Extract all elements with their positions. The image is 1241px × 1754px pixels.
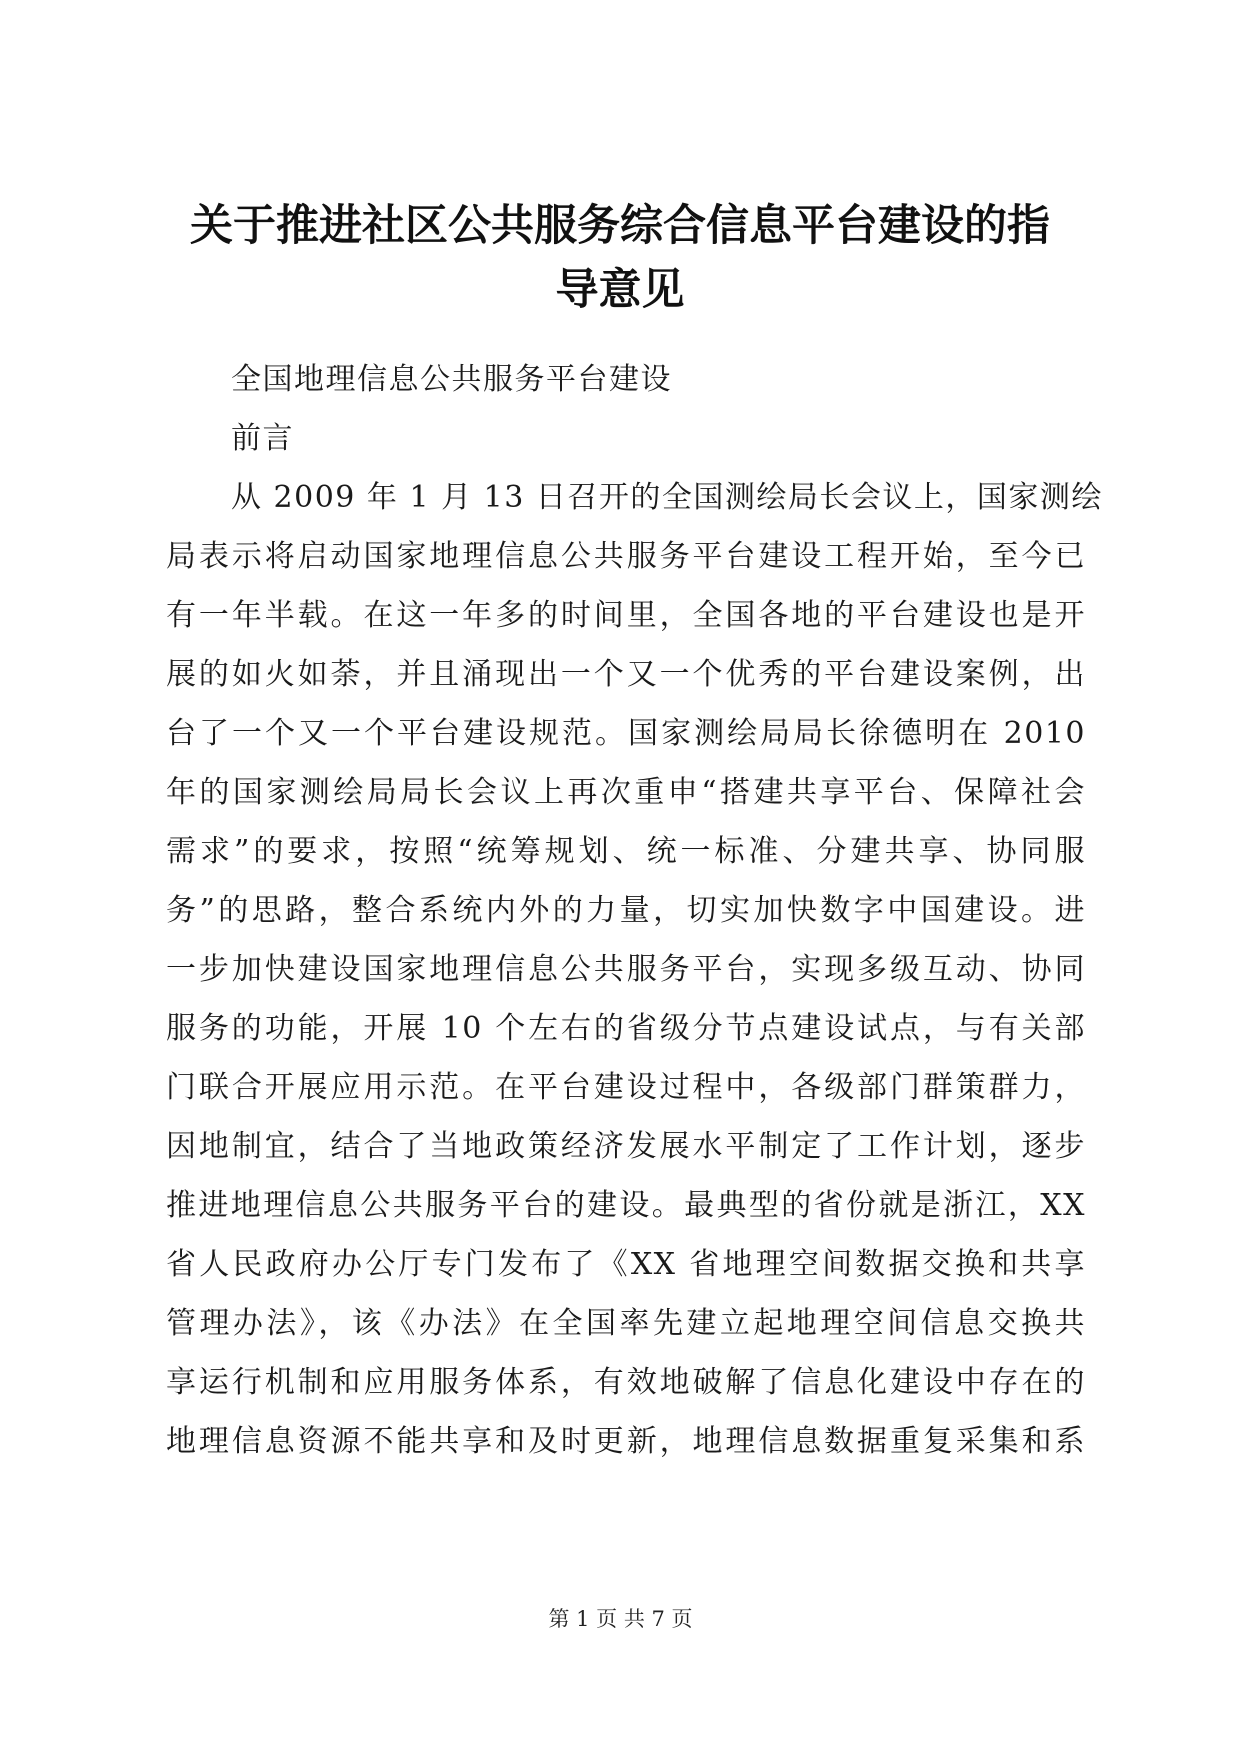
page-footer: 第 1 页 共 7 页 xyxy=(548,1607,693,1631)
paragraph-line: 省人民政府办公厅专门发布了《XX 省地理空间数据交换和共享 xyxy=(166,1247,1086,1282)
paragraph-line: 管理办法》，该《办法》在全国率先建立起地理空间信息交换共 xyxy=(166,1306,1086,1341)
document-title xyxy=(150,194,1090,322)
section-heading: 前言 xyxy=(231,421,294,456)
body-paragraph xyxy=(166,468,1103,1471)
paragraph-line: 因地制宜，结合了当地政策经济发展水平制定了工作计划，逐步 xyxy=(166,1129,1086,1164)
paragraph-line: 需求”的要求，按照“统筹规划、统一标准、分建共享、协同服 xyxy=(166,834,1086,869)
paragraph-line: 务”的思路，整合系统内外的力量，切实加快数字中国建设。进 xyxy=(166,893,1086,928)
paragraph-line: 有一年半载。在这一年多的时间里，全国各地的平台建设也是开 xyxy=(166,598,1086,633)
paragraph-line: 地理信息资源不能共享和及时更新，地理信息数据重复采集和系 xyxy=(166,1424,1086,1459)
title-line-1: 关于推进社区公共服务综合信息平台建设的指 xyxy=(190,201,1050,251)
paragraph-line: 服务的功能，开展 10 个左右的省级分节点建设试点，与有关部 xyxy=(166,1011,1086,1046)
paragraph-line: 享运行机制和应用服务体系，有效地破解了信息化建设中存在的 xyxy=(166,1365,1086,1400)
paragraph-line: 从 2009 年 1 月 13 日召开的全国测绘局长会议上，国家测绘 xyxy=(231,480,1103,515)
title-line-2: 导意见 xyxy=(555,265,685,315)
paragraph-line: 局表示将启动国家地理信息公共服务平台建设工程开始，至今已 xyxy=(166,539,1086,574)
paragraph-line: 展的如火如荼，并且涌现出一个又一个优秀的平台建设案例，出 xyxy=(166,657,1086,692)
paragraph-line: 门联合开展应用示范。在平台建设过程中，各级部门群策群力， xyxy=(166,1070,1086,1105)
paragraph-line: 一步加快建设国家地理信息公共服务平台，实现多级互动、协同 xyxy=(166,952,1086,987)
subtitle: 全国地理信息公共服务平台建设 xyxy=(231,362,672,397)
paragraph-line: 年的国家测绘局局长会议上再次重申“搭建共享平台、保障社会 xyxy=(166,775,1086,810)
paragraph-line: 台了一个又一个平台建设规范。国家测绘局局长徐德明在 2010 xyxy=(166,716,1086,751)
document-body xyxy=(166,350,1103,1471)
paragraph-line: 推进地理信息公共服务平台的建设。最典型的省份就是浙江，XX xyxy=(166,1188,1086,1223)
